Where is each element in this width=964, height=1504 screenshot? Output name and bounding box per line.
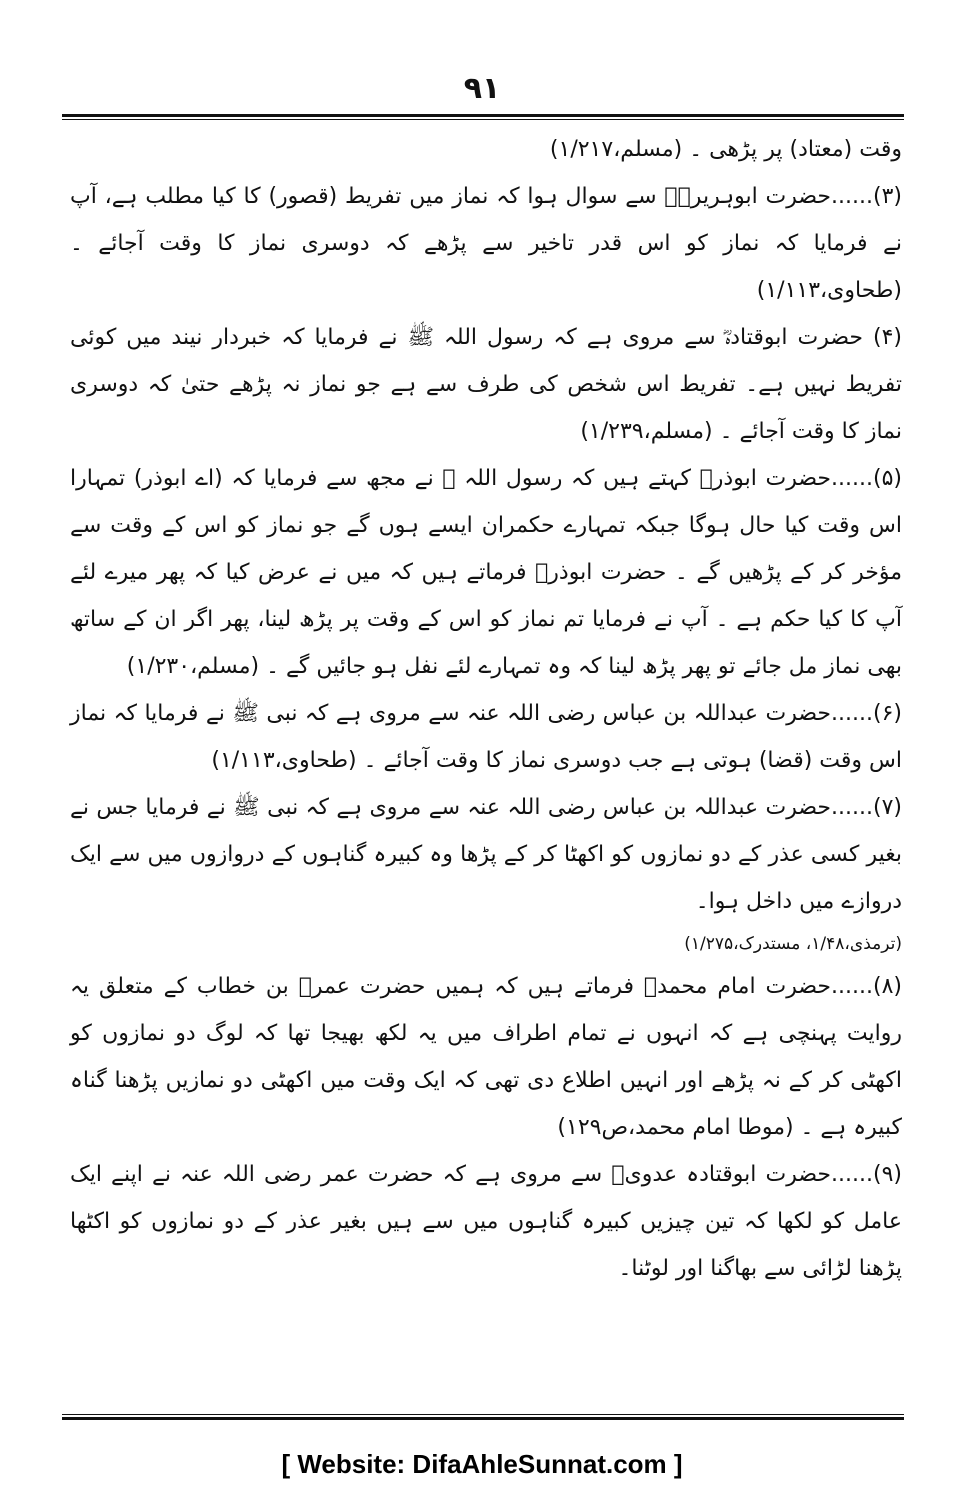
- paragraph-hadith-5: (۵)......حضرت ابوذرؓ کہتے ہیں کہ رسول اللہ ﷺ نے مجھ سے فرمایا کہ (اے ابوذر) تمہارا اس وقت کیا حال ہوگا جبکہ تمہارے حکمران ایسے ہوں گے جو نماز کو اس کے وقت سے مؤخر کر کے پڑھیں گے ۔ حضرت ابوذرؓ فرماتے ہیں کہ میں نے عرض کیا کہ پھر میرے لئے آپ کا کیا حکم ہے ۔ آپ نے فرمایا تم نماز کو اس کے وقت پر پڑھ لینا، پھر اگر ان کے ساتھ بھی نماز مل جائے تو پھر پڑھ لینا کہ وہ تمہارے لئے نفل ہو جائیں گے ۔ (مسلم،۱/۲۳۰): [70, 466, 902, 679]
- citation-hadith-7: (ترمذی،۱/۴۸، مستدرک،۱/۲۷۵): [684, 934, 902, 954]
- page-number: ۹۱: [463, 71, 501, 106]
- paragraph-hadith-3: (۳)......حضرت ابوہریرہؓ سے سوال ہوا کہ نماز میں تفریط (قصور) کا کیا مطلب ہے، آپ نے فرمایا کہ نماز کو اس قدر تاخیر سے پڑھے کہ دوسری نماز کا وقت آجائے ۔ (طحاوی،۱/۱۱۳): [70, 184, 902, 303]
- paragraph-hadith-9: (۹)......حضرت ابوقتادہ عدویؓ سے مروی ہے کہ حضرت عمر رضی اللہ عنہ نے اپنے ایک عامل کو لکھا کہ تین چیزیں کبیرہ گناہوں میں سے ہیں بغیر عذر کے دو نمازوں کو اکٹھا پڑھنا لڑائی سے بھاگنا اور لوٹنا۔: [70, 1162, 902, 1281]
- paragraph-hadith-6: (۶)......حضرت عبداللہ بن عباس رضی اللہ عنہ سے مروی ہے کہ نبی ﷺ نے فرمایا کہ نماز اس وقت (قضا) ہوتی ہے جب دوسری نماز کا وقت آجائے ۔ (طحاوی،۱/۱۱۳): [70, 701, 902, 773]
- paragraph-hadith-4: (۴) حضرت ابوقتادہؓ سے مروی ہے کہ رسول اللہ ﷺ نے فرمایا کہ خبردار نیند میں کوئی تفریط نہیں ہے۔ تفریط اس شخص کی طرف سے ہے جو نماز نہ پڑھے حتیٰ کہ دوسری نماز کا وقت آجائے ۔ (مسلم،۱/۲۳۹): [70, 325, 902, 444]
- paragraph-continuation: وقت (معتاد) پر پڑھی ۔ (مسلم،۱/۲۱۷): [549, 137, 902, 162]
- page-body: [70, 126, 902, 1292]
- footer-rule: [62, 1414, 904, 1420]
- header-rule: [62, 114, 904, 120]
- paragraph-hadith-7: (۷)......حضرت عبداللہ بن عباس رضی اللہ عنہ سے مروی ہے کہ نبی ﷺ نے فرمایا جس نے بغیر کسی عذر کے دو نمازوں کو اکھٹا کر کے پڑھا وہ کبیرہ گناہوں کے دروازوں میں سے ایک دروازے میں داخل ہوا۔: [70, 795, 902, 914]
- website-footer: [ Website: DifaAhleSunnat.com ]: [281, 1449, 683, 1479]
- paragraph-hadith-8: (۸)......حضرت امام محمدؒ فرماتے ہیں کہ ہمیں حضرت عمرؓ بن خطاب کے متعلق یہ روایت پہنچی ہے کہ انہوں نے تمام اطراف میں یہ لکھ بھیجا تھا کہ لوگ دو نمازوں کو اکھٹی کر کے نہ پڑھے اور انہیں اطلاع دی تھی کہ ایک وقت میں اکھٹی دو نمازیں پڑھنا گناہ کبیرہ ہے ۔ (موطا امام محمد،ص۱۲۹): [70, 974, 902, 1140]
